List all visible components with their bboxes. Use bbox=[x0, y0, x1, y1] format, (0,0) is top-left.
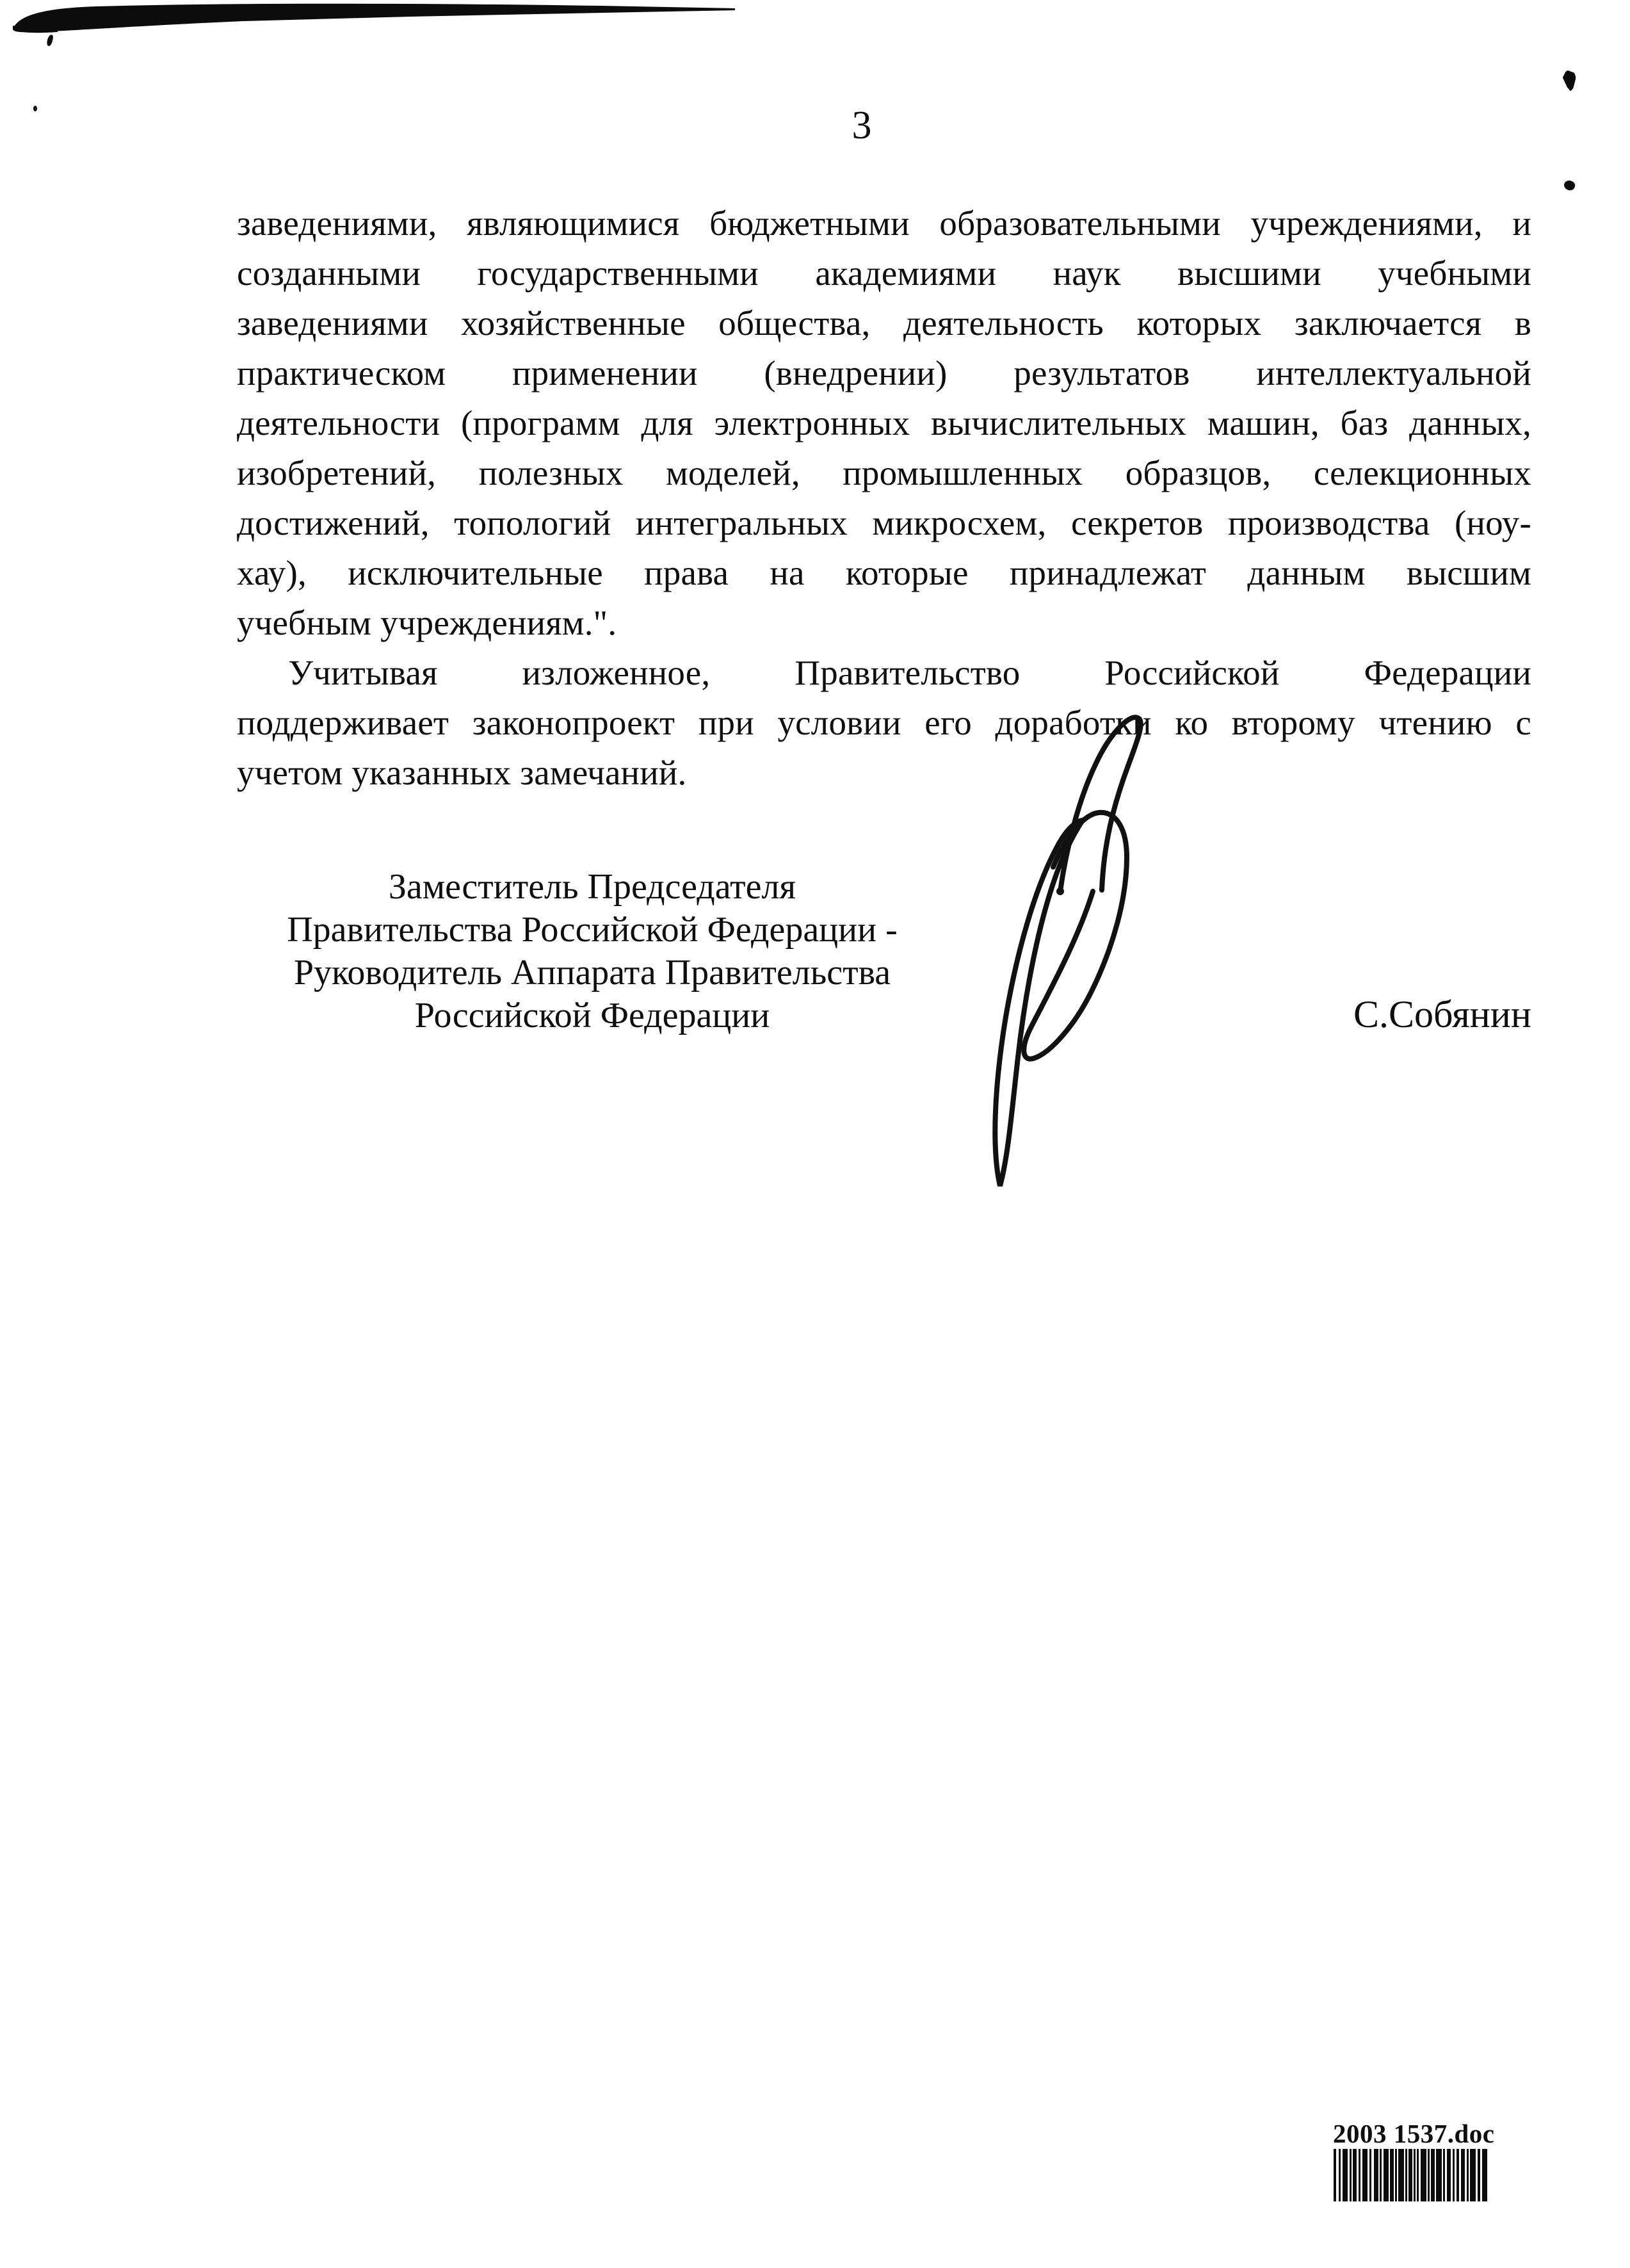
document-body bbox=[237, 198, 1531, 798]
text-line: хау), исключительные права на которые принадлежат данным высшим bbox=[237, 553, 1531, 592]
text-line: учетом указанных замечаний. bbox=[237, 753, 687, 792]
signature-title-line: Заместитель Председателя bbox=[388, 867, 796, 907]
signature-title-block bbox=[269, 866, 916, 1037]
text-line: учебным учреждениям.". bbox=[237, 603, 617, 642]
page-number: 3 bbox=[851, 104, 872, 147]
text-line: Учитывая изложенное, Правительство Российской Федерации bbox=[288, 653, 1531, 692]
text-line: достижений, топологий интегральных микросхем, секретов производства (ноу- bbox=[237, 503, 1531, 542]
scan-smudge-artifact bbox=[0, 0, 768, 45]
text-line: поддерживает законопроект при условии его доработки ко второму чтению с bbox=[237, 703, 1531, 742]
text-line: практическом применении (внедрении) результатов интеллектуальной bbox=[237, 353, 1531, 393]
signature-title-line: Руководитель Аппарата Правительства bbox=[293, 953, 891, 992]
signer-name: С.Собянин bbox=[1353, 993, 1531, 1035]
handwritten-signature bbox=[922, 701, 1159, 1194]
signature-title-line: Российской Федерации bbox=[414, 996, 770, 1035]
signature-title-line: Правительства Российской Федерации - bbox=[287, 910, 898, 950]
barcode bbox=[1334, 2149, 1487, 2201]
text-line: заведениями хозяйственные общества, деятельность которых заключается в bbox=[237, 304, 1531, 343]
ink-speck bbox=[33, 106, 37, 111]
ink-speck bbox=[1560, 69, 1578, 93]
ink-speck bbox=[1563, 179, 1577, 192]
text-line: изобретений, полезных моделей, промышленных образцов, селекционных bbox=[237, 453, 1531, 492]
doc-filename: 2003 1537.doc bbox=[1333, 2119, 1495, 2148]
text-line: деятельности (программ для электронных вычислительных машин, баз данных, bbox=[237, 403, 1531, 442]
text-line: созданными государственными академиями наук высшими учебными bbox=[237, 254, 1531, 293]
text-line: заведениями, являющимися бюджетными образовательными учреждениями, и bbox=[237, 204, 1531, 243]
